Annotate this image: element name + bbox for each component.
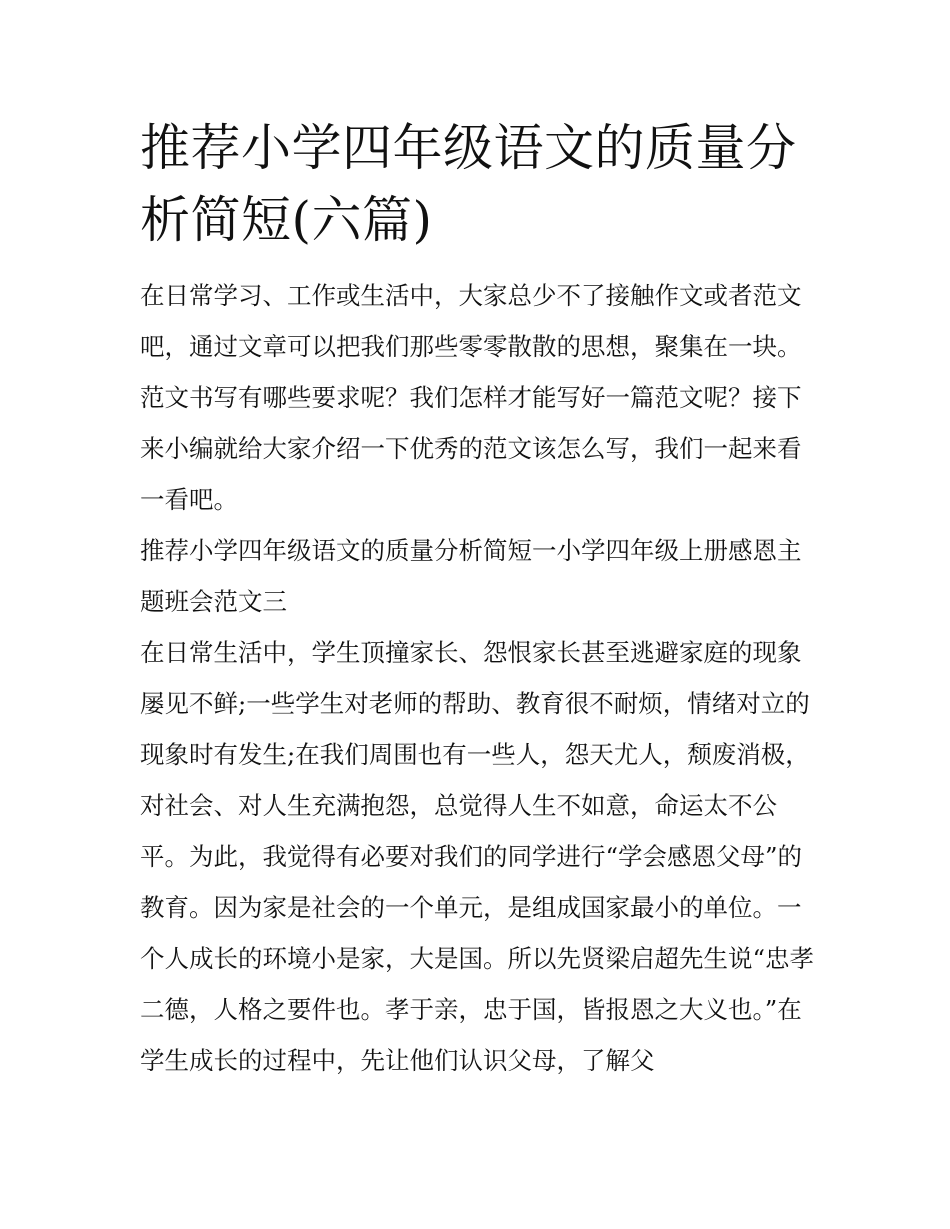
section-heading-paragraph: 推荐小学四年级语文的质量分析简短一小学四年级上册感恩主题班会范文三 (140, 536, 802, 616)
intro-paragraph: 在日常学习、工作或生活中，大家总少不了接触作文或者范文吧，通过文章可以把我们那些零零散散的思想，聚集在一块。范文书写有哪些要求呢？我们怎样才能写好一篇范文呢？接下来小编就给大家介绍一下优秀的范文该怎么写，我们一起来看一看吧。 (140, 281, 802, 514)
document-title: 推荐小学四年级语文的质量分析简短(六篇) (140, 119, 797, 249)
document-body (140, 112, 815, 1086)
body-paragraph: 在日常生活中，学生顶撞家长、怨恨家长甚至逃避家庭的现象屡见不鲜;一些学生对老师的帮助、教育很不耐烦，情绪对立的现象时有发生;在我们周围也有一些人，怨天尤人，颓废消极，对社会、对人生充满抱怨，总觉得人生不如意，命运太不公平。为此，我觉得有必要对我们的同学进行“学会感恩父母”的教育。因为家是社会的一个单元，是组成国家最小的单位。一个人成长的环境小是家，大是国。所以先贤梁启超先生说“忠孝二德，人格之要件也。孝于亲，忠于国，皆报恩之大义也。”在学生成长的过程中，先让他们认识父母，了解父 (140, 638, 815, 1075)
